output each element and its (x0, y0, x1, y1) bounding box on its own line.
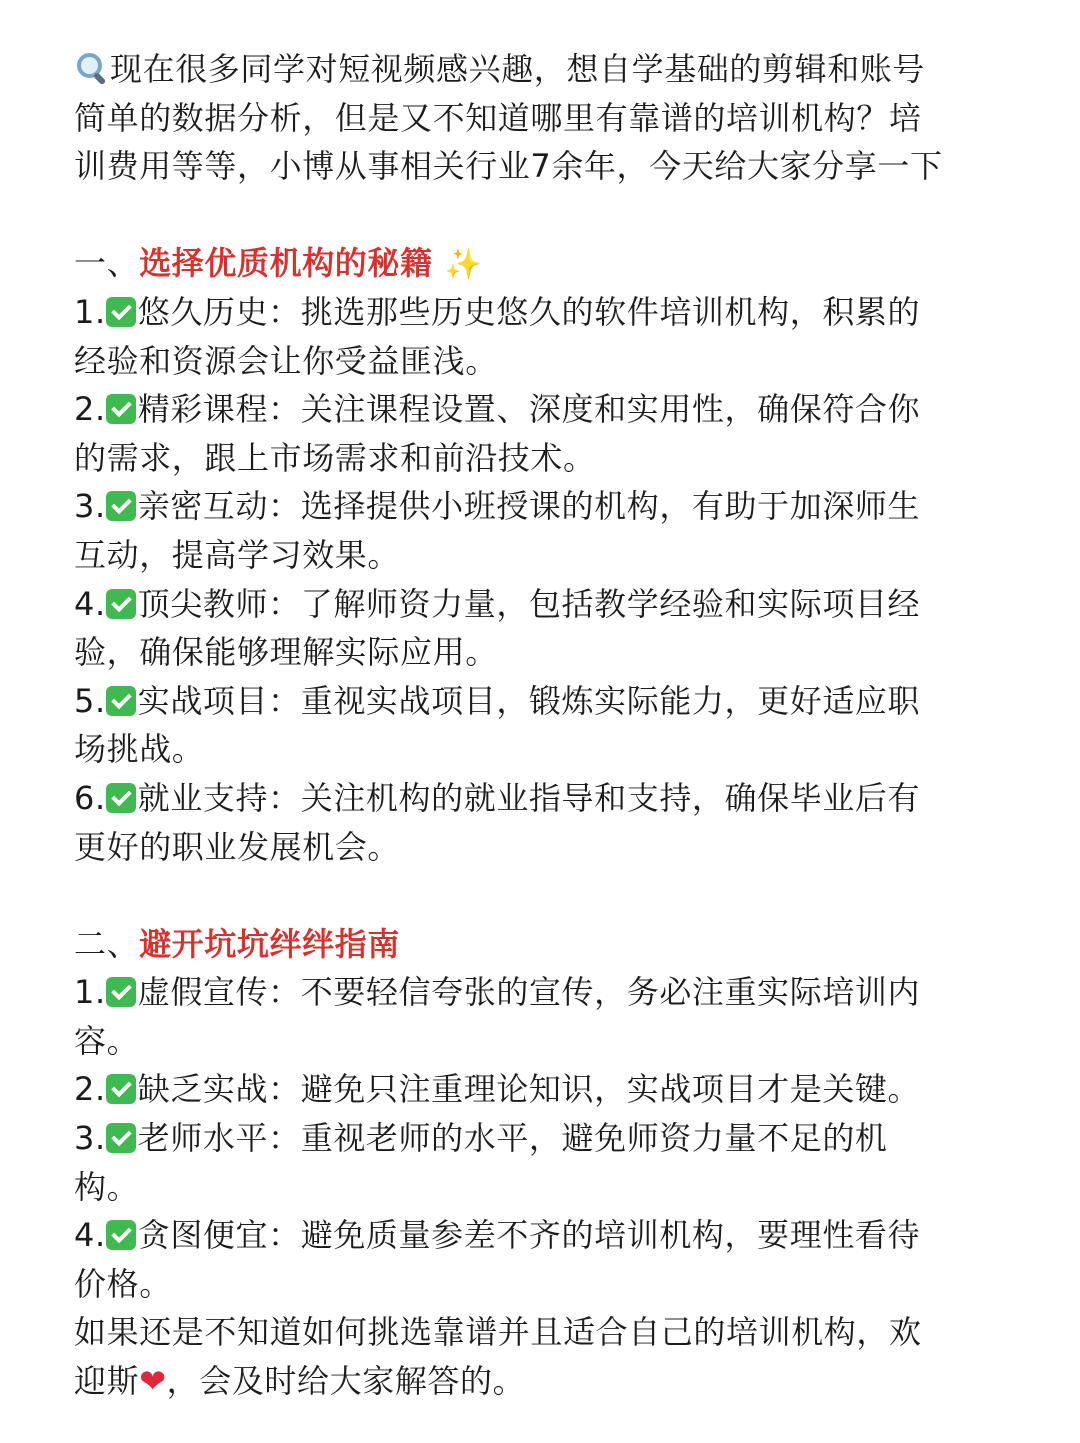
list-item (74, 580, 1020, 629)
list-item-continuation: 容。 (74, 1021, 140, 1060)
item-number: 3. (74, 487, 106, 526)
list-item (74, 677, 1020, 726)
item-text: 就业支持：关注机构的就业指导和支持，确保毕业后有 (137, 778, 921, 817)
item-text: 悠久历史：挑选那些历史悠久的软件培训机构，积累的 (137, 292, 921, 331)
closing-text-after: ，会及时给大家解答的。 (166, 1362, 526, 1401)
magnifying-glass-icon (74, 51, 108, 85)
section-1-prefix: 一、 (74, 244, 140, 283)
list-item (74, 1065, 1020, 1114)
intro-line-2: 简单的数据分析，但是又不知道哪里有靠谱的培训机构？培 (74, 98, 922, 137)
check-mark-icon (106, 297, 136, 327)
item-text: 老师水平：重视老师的水平，避免师资力量不足的机 (137, 1119, 888, 1158)
section-2-heading (74, 920, 1020, 969)
section-1-title: 选择优质机构的秘籍 (139, 244, 433, 283)
list-item (74, 774, 1020, 823)
item-text: 顶尖教师：了解师资力量，包括教学经验和实际项目经 (137, 584, 921, 623)
sparkles-icon: ✨ (444, 247, 483, 283)
intro-text-1: 现在很多同学对短视频感兴趣，想自学基础的剪辑和账号 (110, 50, 926, 88)
check-mark-icon (106, 589, 136, 619)
item-text: 亲密互动：选择提供小班授课的机构，有助于加深师生 (137, 487, 921, 526)
list-item-continuation: 价格。 (74, 1264, 172, 1303)
list-item-continuation: 经验和资源会让你受益匪浅。 (74, 341, 498, 380)
check-mark-icon (106, 1074, 136, 1104)
check-mark-icon (106, 394, 136, 424)
section-2-title: 避开坑坑绊绊指南 (139, 924, 401, 963)
item-number: 1. (74, 292, 106, 331)
check-mark-icon (106, 686, 136, 716)
list-item-continuation: 构。 (74, 1167, 140, 1206)
section-1-heading (74, 239, 1020, 288)
list-item-continuation: 的需求，跟上市场需求和前沿技术。 (74, 438, 596, 477)
item-text: 贪图便宜：避免质量参差不齐的培训机构，要理性看待 (137, 1216, 921, 1255)
check-mark-icon (106, 1123, 136, 1153)
list-item (74, 385, 1020, 434)
intro-line-1 (74, 45, 1020, 94)
list-item-continuation: 场挑战。 (74, 730, 205, 769)
check-mark-icon (106, 1220, 136, 1250)
list-item-continuation: 互动，提高学习效果。 (74, 535, 401, 574)
item-number: 1. (74, 973, 106, 1012)
list-item (74, 288, 1020, 337)
closing-text-before: 迎斯 (74, 1362, 140, 1401)
item-number: 4. (74, 1216, 106, 1255)
list-item (74, 1114, 1020, 1163)
item-number: 6. (74, 778, 106, 817)
check-mark-icon (106, 977, 136, 1007)
intro-line-3: 训费用等等，小博从事相关行业7余年，今天给大家分享一下 (74, 147, 943, 186)
list-item-continuation: 验，确保能够理解实际应用。 (74, 633, 498, 672)
list-item (74, 482, 1020, 531)
item-number: 5. (74, 681, 106, 720)
list-item (74, 1211, 1020, 1260)
closing-line-1: 如果还是不知道如何挑选靠谱并且适合自己的培训机构，欢 (74, 1313, 922, 1352)
item-text: 缺乏实战：避免只注重理论知识，实战项目才是关键。 (137, 1070, 921, 1109)
heart-icon: ❤ (139, 1362, 167, 1401)
closing-line-2 (74, 1357, 1020, 1406)
item-text: 精彩课程：关注课程设置、深度和实用性，确保符合你 (137, 390, 921, 429)
item-number: 2. (74, 390, 106, 429)
item-number: 2. (74, 1070, 106, 1109)
item-text: 实战项目：重视实战项目，锻炼实际能力，更好适应职 (137, 681, 921, 720)
list-item-continuation: 更好的职业发展机会。 (74, 827, 401, 866)
section-2-prefix: 二、 (74, 924, 140, 963)
item-number: 3. (74, 1119, 106, 1158)
check-mark-icon (106, 783, 136, 813)
item-text: 虚假宣传：不要轻信夸张的宣传，务必注重实际培训内 (137, 973, 921, 1012)
check-mark-icon (106, 491, 136, 521)
list-item (74, 968, 1020, 1017)
item-number: 4. (74, 584, 106, 623)
